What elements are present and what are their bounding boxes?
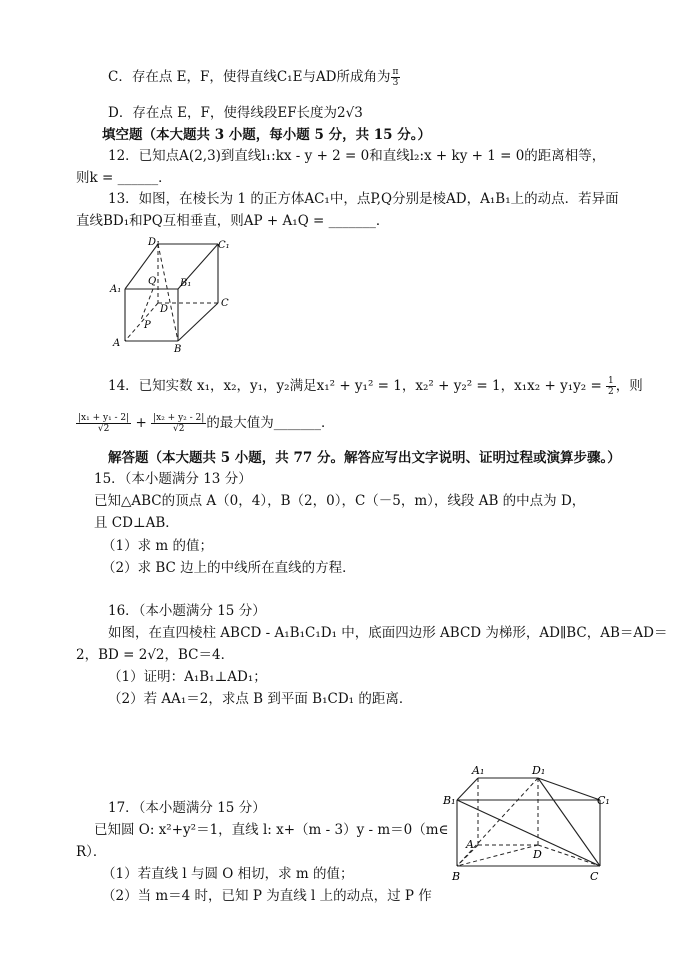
q15-line-1: 已知△ABC的顶点 A（0，4），B（2，0），C（－5，m），线段 AB 的中点为 D，: [94, 493, 586, 509]
q14-frac2-den: √2: [172, 424, 185, 434]
c-frac-num: π: [392, 67, 399, 77]
q17-part-1: （1）若直线 l 与圆 O 相切，求 m 的值；: [102, 866, 354, 882]
q13-line-1: 13．如图，在棱长为 1 的正方体AC₁中，点P,Q分别是棱AD，A₁B₁上的动点．若异面: [108, 191, 619, 207]
q15-title: 15．（本小题满分 13 分）: [94, 471, 252, 487]
prism-label-c: C: [590, 870, 599, 883]
prism-figure: [440, 760, 615, 885]
q16-line-2: 2，BD = 2√2，BC＝4．: [76, 647, 235, 663]
c-option-fraction: [391, 67, 401, 88]
q17-line-1: 已知圆 O: x²+y²＝1，直线 l: x+（m - 3）y - m＝0（m∈: [94, 822, 449, 838]
q14-frac1-num: |x₁ + y₁ - 2|: [78, 413, 130, 423]
prism-label-d1: D₁: [532, 764, 546, 777]
question-c-option: [108, 67, 400, 88]
cube-label-c1: C₁: [218, 240, 230, 251]
q12-line-2: 则k = ______．: [76, 170, 172, 186]
q17-line-2: R）．: [76, 844, 107, 860]
q15-part-1: （1）求 m 的值；: [102, 538, 213, 554]
q14-line-2-end: 的最大值为_______．: [206, 415, 335, 431]
cube-label-b: B: [174, 344, 182, 355]
solve-section-header: 解答题（本大题共 5 小题，共 77 分。解答应写出文字说明、证明过程或演算步骤。）: [108, 450, 621, 466]
prism-label-a: A: [466, 838, 474, 851]
cube-label-d: D: [160, 304, 169, 315]
c-option-text: C．存在点 E，F，使得直线C₁E与AD所成角为: [108, 69, 391, 85]
q16-part-2: （2）若 AA₁＝2，求点 B 到平面 B₁CD₁ 的距离．: [108, 691, 413, 707]
q14-frac1-den: √2: [97, 424, 110, 434]
cube-label-b1: B₁: [180, 278, 192, 289]
prism-label-d: D: [533, 848, 542, 861]
q15-line-2: 且 CD⊥AB．: [94, 515, 179, 531]
q14-frac-num: 1: [608, 376, 614, 386]
cube-figure: [108, 235, 238, 355]
q14-line-1: [108, 376, 643, 397]
cube-label-a1: A₁: [110, 284, 122, 295]
q16-line-1: 如图，在直四棱柱 ABCD - A₁B₁C₁D₁ 中，底面四边形 ABCD 为梯形，AD∥BC，AB＝AD＝: [108, 625, 668, 641]
q17-title: 17．（本小题满分 15 分）: [108, 800, 266, 816]
cube-label-d1: D₁: [148, 237, 161, 248]
prism-label-c1: C₁: [597, 794, 610, 807]
c-frac-den: 3: [392, 78, 399, 88]
q14-frac-den: 2: [608, 387, 614, 397]
q14-fraction-2: [151, 413, 206, 434]
q16-part-1: （1）证明：A₁B₁⊥AD₁；: [108, 669, 267, 685]
cube-label-a: A: [113, 338, 121, 349]
q17-part-2: （2）当 m＝4 时，已知 P 为直线 l 上的动点，过 P 作: [102, 888, 432, 904]
q12-line-1: 12．已知点A(2,3)到直线l₁:kx - y + 2 = 0和直线l₂:x + ky + 1 = 0的距离相等，: [108, 148, 606, 164]
q14-line-2: [76, 413, 335, 434]
question-d-option: D．存在点 E，F，使得线段EF长度为2√3: [108, 105, 363, 121]
q14-plus: +: [131, 415, 152, 431]
q15-part-2: （2）求 BC 边上的中线所在直线的方程．: [102, 560, 356, 576]
cube-label-c: C: [221, 298, 229, 309]
q13-line-2: 直线BD₁和PQ互相垂直，则AP + A₁Q = _______．: [76, 213, 390, 229]
q14-line-1-text: 14．已知实数 x₁，x₂，y₁，y₂满足x₁² + y₁² = 1，x₂² + y₂² = 1，x₁x₂ + y₁y₂ =: [108, 378, 607, 394]
prism-label-b: B: [452, 870, 461, 883]
cube-label-p: P: [144, 320, 151, 331]
prism-label-b1: B₁: [443, 794, 456, 807]
q14-fraction-half: [606, 376, 616, 397]
q14-fraction-1: [76, 413, 131, 434]
q16-title: 16．（本小题满分 15 分）: [108, 603, 266, 619]
q14-frac2-num: |x₂ + y₂ - 2|: [153, 413, 205, 423]
prism-label-a1: A₁: [472, 764, 485, 777]
fill-in-section-header: 填空题（本大题共 3 小题，每小题 5 分，共 15 分。）: [102, 127, 432, 143]
cube-label-q: Q: [148, 276, 157, 287]
q14-line-1-end: ，则: [615, 378, 643, 394]
